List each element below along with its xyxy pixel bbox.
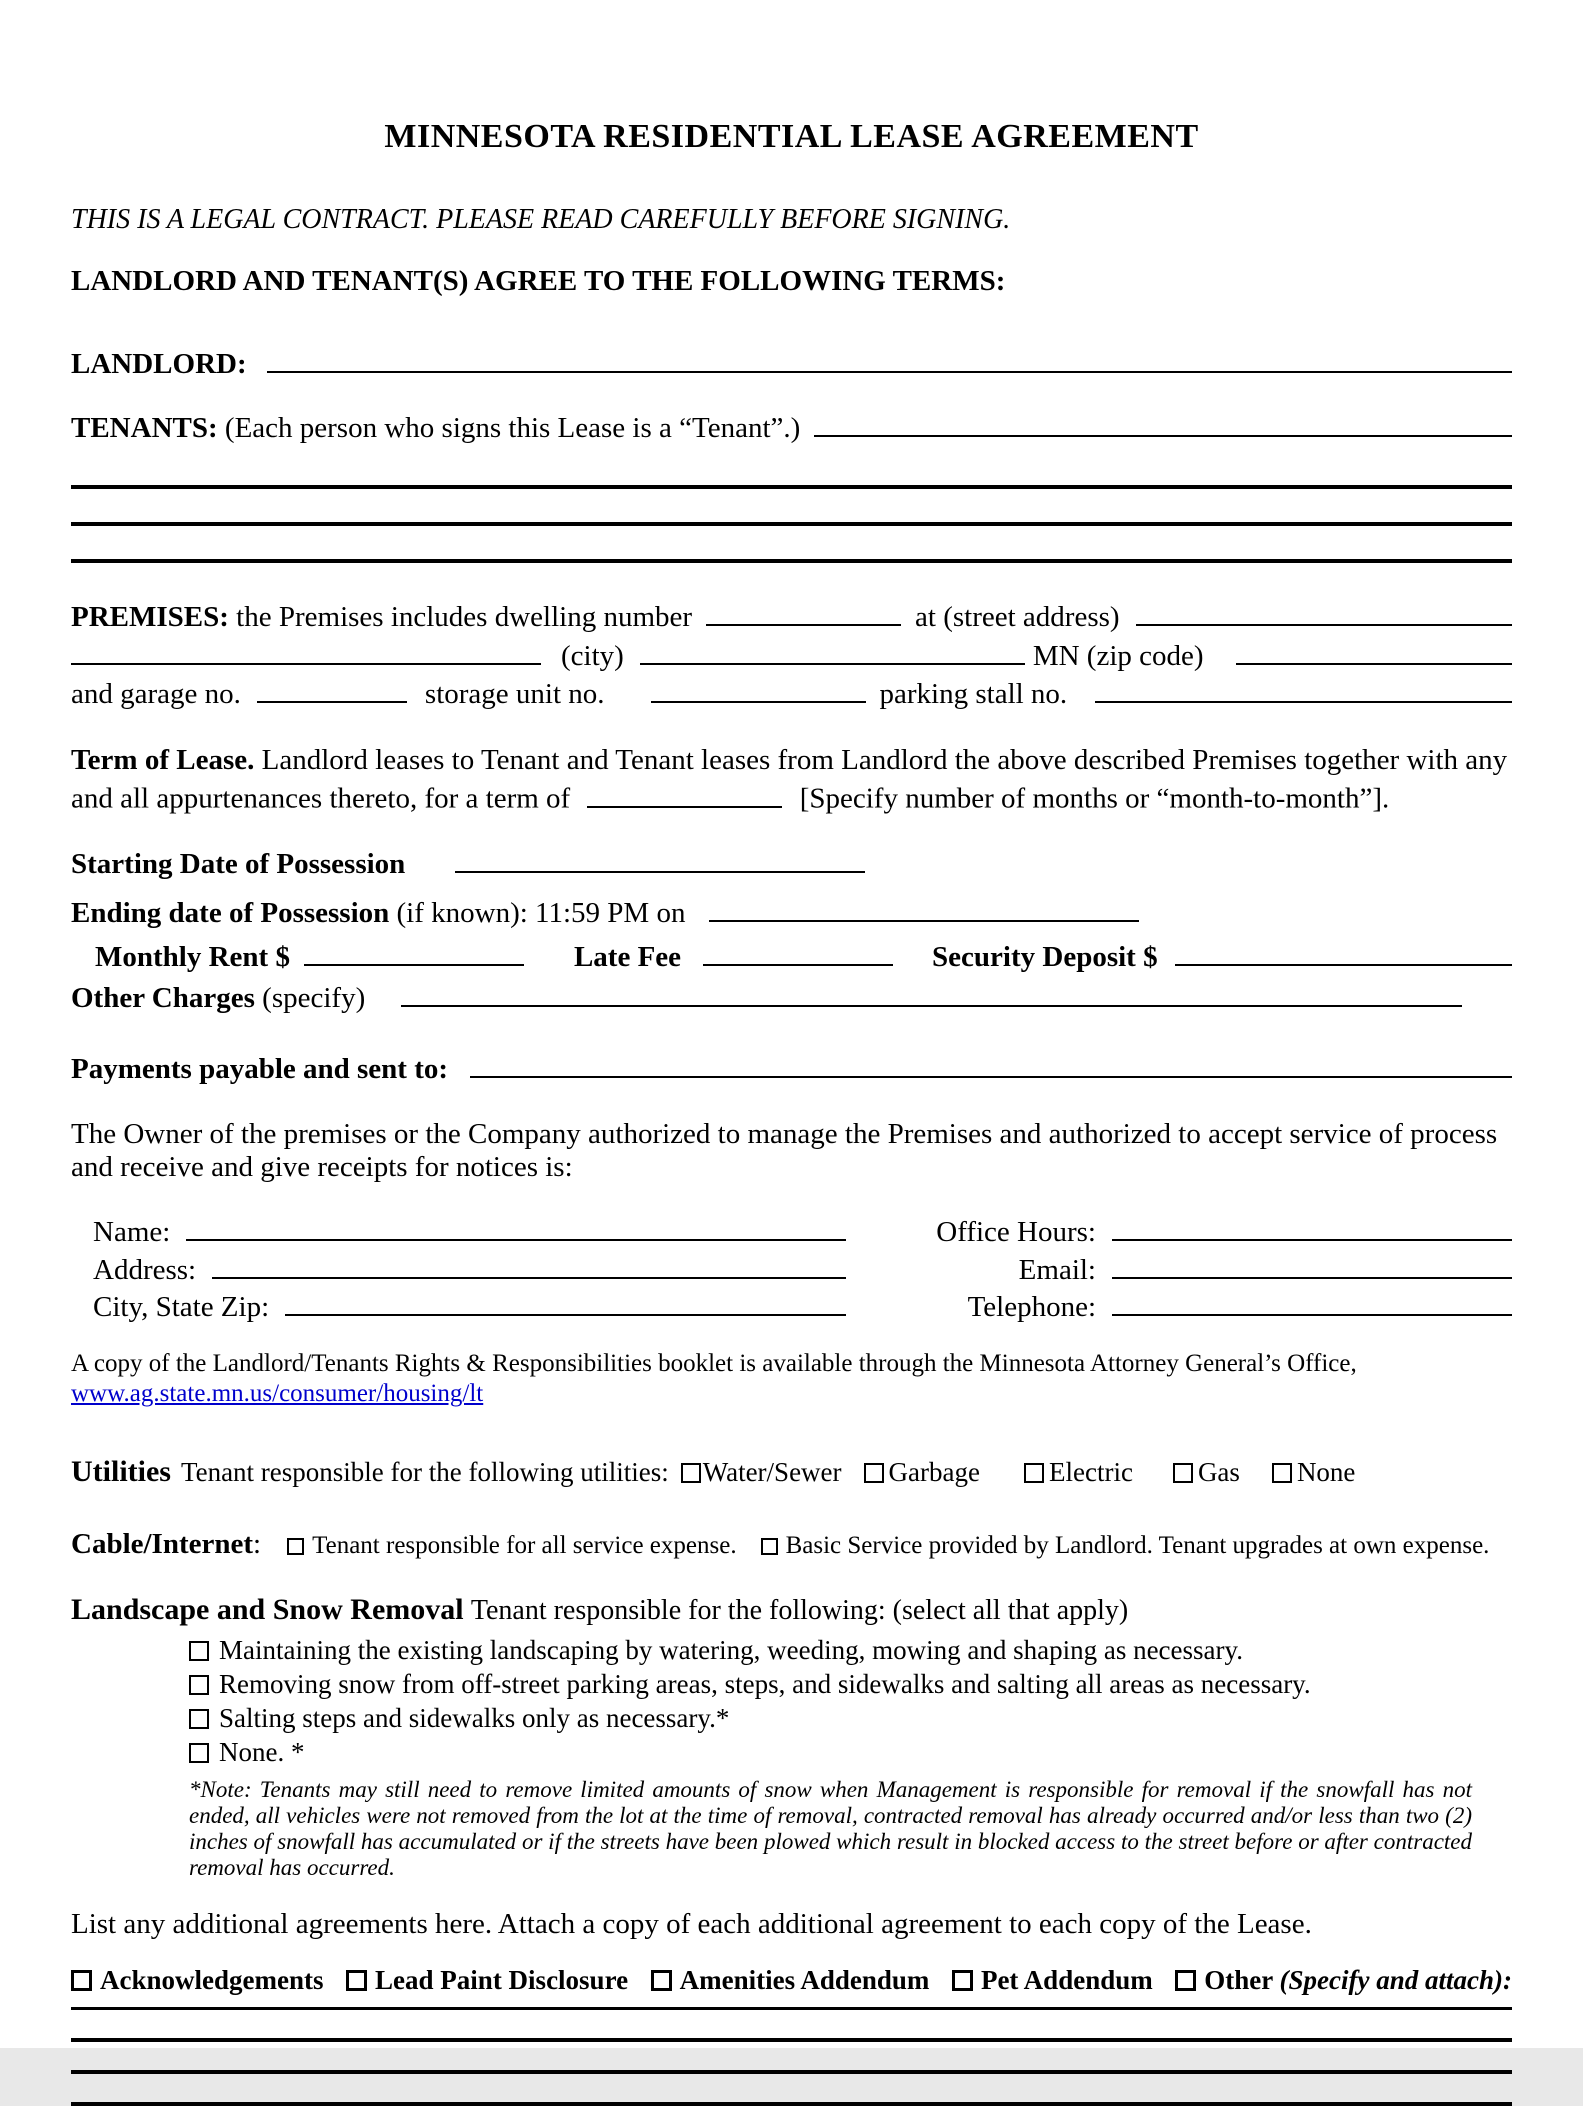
storage-label: storage unit no. [424,678,605,711]
salting-label: Salting steps and sidewalks only as necessary.* [219,1702,730,1733]
garage-number-field[interactable] [257,674,407,704]
amenities-checkbox[interactable] [651,1970,672,1991]
address-field[interactable] [212,1249,846,1279]
security-deposit-field[interactable] [1175,937,1512,967]
other-charges-label: Other Charges [71,982,255,1015]
city-state-zip-field[interactable] [285,1287,846,1317]
zip-label: MN (zip code) [1032,639,1204,672]
additional-agreements-intro: List any additional agreements here. Attach a copy of each additional agreement to each copy of the Lease. [71,1907,1312,1940]
city-label: (city) [561,639,624,672]
ending-date-label: Ending date of Possession [71,896,390,929]
city-field[interactable] [640,635,1025,665]
zip-code-field[interactable] [1236,635,1512,665]
removing-snow-checkbox[interactable] [189,1675,209,1695]
telephone-field[interactable] [1112,1287,1512,1317]
term-text-before: Landlord leases to Tenant and Tenant leases from Landlord the above described Premises together with any and all appurtenances thereto, for a term of [71,744,1508,816]
monthly-rent-field[interactable] [304,937,524,967]
maintaining-landscaping-checkbox[interactable] [189,1641,209,1661]
other-specify-note: (Specify and attach): [1279,1965,1512,1996]
email-label: Email: [1018,1253,1096,1286]
landscape-intro: Tenant responsible for the following: (select all that apply) [470,1595,1129,1627]
tenants-row [71,408,1512,447]
tenants-field[interactable] [814,408,1512,438]
cable-basic-label: Basic Service provided by Landlord. Tenant upgrades at own expense. [785,1531,1490,1559]
landscape-option-none [189,1735,1512,1769]
landlord-label: LANDLORD: [71,347,247,380]
landscape-label: Landscape and Snow Removal [71,1593,464,1627]
utilities-option-none [1272,1456,1355,1489]
name-field[interactable] [186,1212,846,1242]
street-address-field[interactable] [1136,597,1512,627]
starting-date-label: Starting Date of Possession [71,847,406,880]
salting-checkbox[interactable] [189,1709,209,1729]
rent-row [71,937,1512,976]
garage-label: and garage no. [71,678,241,711]
utilities-option-water-sewer [681,1456,842,1489]
snow-removal-note: *Note: Tenants may still need to remove limited amounts of snow when Management is responsible for removal if the snowfall has not ended, all vehicles were not removed from the lot at the time of removal, contracted removal has already occurred and/or less than two (2) inches of snowfall has accumulated or if the streets have been plowed which result in blocked access to the street before or after contracted removal has occurred. [189,1776,1472,1880]
landscape-option-removing-snow [189,1667,1512,1701]
starting-date-field[interactable] [455,843,865,873]
payments-field[interactable] [470,1049,1512,1079]
security-deposit-label: Security Deposit $ [932,941,1158,974]
other-addendum-checkbox[interactable] [1175,1970,1196,1991]
other-charges-field[interactable] [401,978,1462,1008]
utilities-option-garbage [864,1456,980,1489]
other-charges-row [71,978,1512,1017]
gas-checkbox[interactable] [1173,1463,1193,1483]
landlord-row [71,343,1512,382]
other-charges-note: (specify) [262,982,366,1015]
ag-office-link[interactable]: www.ag.state.mn.us/consumer/housing/lt [71,1380,484,1408]
utilities-none-label: None [1296,1457,1356,1488]
tenants-label: TENANTS: [71,412,218,445]
cable-tenant-label: Tenant responsible for all service expense. [312,1531,737,1559]
cable-basic-checkbox[interactable] [761,1538,778,1555]
amenities-label: Amenities Addendum [679,1965,930,1996]
acknowledgements-label: Acknowledgements [100,1965,324,1996]
telephone-label: Telephone: [967,1291,1096,1324]
office-hours-field[interactable] [1112,1212,1512,1242]
addendum-option-other [1175,1964,1512,1997]
premises-row-2 [71,635,1512,674]
tenant-line-1[interactable] [71,485,1512,489]
landscape-option-salting [189,1701,1512,1735]
electric-label: Electric [1048,1457,1133,1488]
parking-stall-field[interactable] [1095,674,1512,704]
premises-label: PREMISES: [71,601,229,634]
utilities-option-gas [1173,1456,1240,1489]
tenants-note: (Each person who signs this Lease is a “Tenant”.) [224,412,801,445]
booklet-text: A copy of the Landlord/Tenants Rights & Responsibilities booklet is available through the Minnesota Attorney General’s Office, [71,1350,1357,1378]
addendum-checkbox-row [71,1964,1512,2010]
premises-row-1 [71,597,1512,636]
premises-section [71,597,1512,713]
street-address-label: at (street address) [915,601,1120,634]
owner-city-row [71,1287,1512,1325]
monthly-rent-label: Monthly Rent $ [95,941,290,974]
utilities-row [71,1454,1512,1491]
payments-label: Payments payable and sent to: [71,1053,449,1086]
maintaining-landscaping-label: Maintaining the existing landscaping by watering, weeding, mowing and shaping as necessary. [219,1634,1244,1665]
lead-paint-label: Lead Paint Disclosure [375,1965,629,1996]
term-text-after: [Specify number of months or “month-to-month”]. [799,783,1390,816]
additional-agreements-line-3[interactable] [71,2102,1512,2106]
agree-heading: LANDLORD AND TENANT(S) AGREE TO THE FOLLOWING TERMS: [71,264,1006,297]
utilities-none-checkbox[interactable] [1272,1463,1292,1483]
owner-intro: The Owner of the premises or the Company authorized to manage the Premises and authorized to accept service of process and receive and give receipts for notices is: [71,1117,1498,1183]
city-state-zip-label: City, State Zip: [93,1291,270,1324]
late-fee-field[interactable] [703,937,893,967]
water-sewer-checkbox[interactable] [681,1463,701,1483]
water-sewer-label: Water/Sewer [702,1457,842,1488]
landscape-option-maintaining [189,1633,1512,1667]
storage-unit-field[interactable] [651,674,866,704]
premises-intro: the Premises includes dwelling number [236,601,693,634]
garbage-checkbox[interactable] [864,1463,884,1483]
street-address-field-2[interactable] [71,635,541,665]
cable-tenant-checkbox[interactable] [287,1538,304,1555]
garbage-label: Garbage [888,1457,980,1488]
cable-option-tenant [287,1531,736,1562]
landlord-name-field[interactable] [267,343,1512,373]
owner-address-row [71,1249,1512,1287]
owner-name-row [71,1212,1512,1250]
pet-addendum-checkbox[interactable] [952,1970,973,1991]
pet-addendum-label: Pet Addendum [980,1965,1153,1996]
landscape-heading [71,1592,1512,1629]
gas-label: Gas [1197,1457,1240,1488]
lead-paint-checkbox[interactable] [346,1970,367,1991]
landscape-none-label: None. * [219,1736,305,1767]
term-label: Term of Lease. [71,744,255,777]
email-field[interactable] [1112,1249,1512,1279]
utilities-option-electric [1024,1456,1133,1489]
electric-checkbox[interactable] [1024,1463,1044,1483]
cable-colon: : [253,1527,262,1560]
dwelling-number-field[interactable] [706,597,901,627]
other-addendum-label: Other [1204,1965,1273,1996]
ending-date-note: (if known): 11:59 PM on [396,896,686,929]
additional-agreements-line-1[interactable] [71,2038,1512,2042]
ending-date-row [71,892,1512,931]
late-fee-label: Late Fee [573,941,682,974]
premises-row-3 [71,674,1512,713]
ending-date-field[interactable] [709,892,1139,922]
addendum-option-amenities [651,1964,930,1997]
term-length-field[interactable] [587,778,782,808]
booklet-paragraph [71,1350,1512,1408]
landscape-none-checkbox[interactable] [189,1743,209,1763]
landscape-options [71,1633,1512,1769]
term-of-lease-paragraph [71,742,1512,817]
addendum-option-pet [952,1964,1153,1997]
addendum-option-acknowledgements [71,1964,324,1997]
legal-notice: THIS IS A LEGAL CONTRACT. PLEASE READ CAREFULLY BEFORE SIGNING. [71,204,1011,236]
owner-contact-block [71,1212,1512,1325]
cable-internet-row [71,1527,1512,1562]
cable-option-basic [761,1531,1490,1562]
utilities-label: Utilities [71,1455,171,1489]
starting-date-row [71,843,1512,882]
acknowledgements-checkbox[interactable] [71,1970,92,1991]
document-title: MINNESOTA RESIDENTIAL LEASE AGREEMENT [384,118,1199,155]
removing-snow-label: Removing snow from off-street parking areas, steps, and sidewalks and salting all areas as necessary. [219,1668,1311,1699]
cable-internet-label: Cable/Internet [71,1527,254,1560]
tenant-line-3[interactable] [71,559,1512,563]
payments-row [71,1049,1512,1088]
addendum-option-lead-paint [346,1964,628,1997]
address-label: Address: [93,1253,197,1286]
office-hours-label: Office Hours: [936,1216,1096,1249]
parking-label: parking stall no. [879,678,1068,711]
additional-agreements-line-2[interactable] [71,2070,1512,2074]
utilities-intro: Tenant responsible for the following utilities: [180,1457,669,1488]
tenant-line-2[interactable] [71,522,1512,526]
name-label: Name: [93,1216,171,1249]
